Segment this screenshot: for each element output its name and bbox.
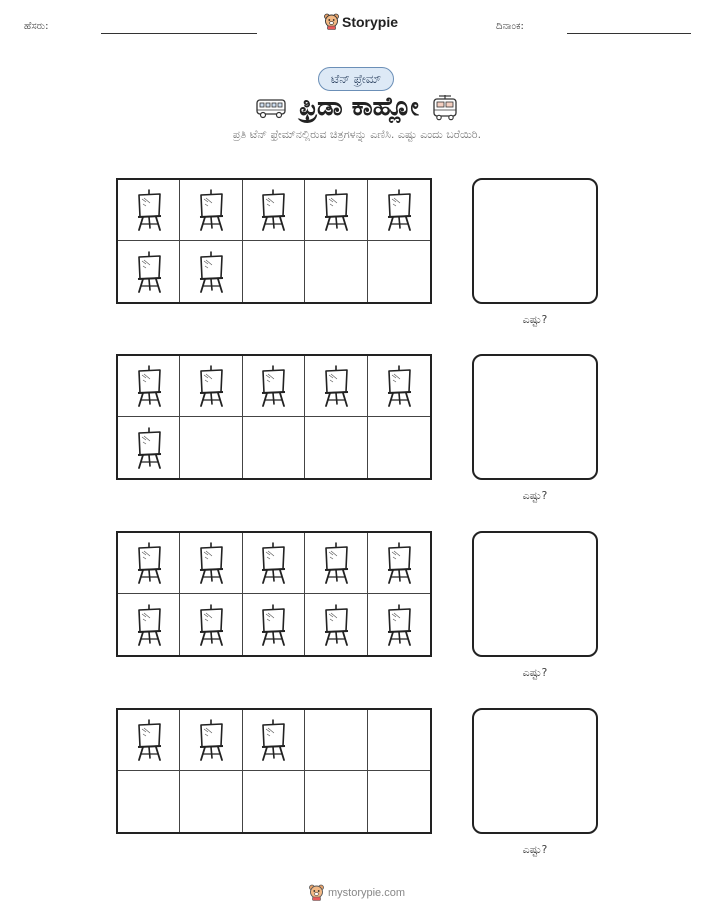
ten-frame-cell — [305, 180, 367, 241]
ten-frame-cell — [243, 180, 305, 241]
easel-icon — [384, 604, 414, 646]
answer-label-3: ಎಷ್ಟು? — [522, 666, 548, 679]
answer-box-4[interactable] — [472, 708, 598, 834]
ten-frame-cell — [243, 710, 305, 771]
bus-icon — [255, 97, 287, 119]
easel-icon — [196, 365, 226, 407]
tram-icon — [431, 95, 459, 121]
easel-icon — [196, 719, 226, 761]
ten-frame-cell — [118, 533, 180, 594]
ten-frame-cell — [305, 533, 367, 594]
footer — [0, 884, 714, 901]
name-line[interactable] — [101, 33, 257, 34]
easel-icon — [321, 365, 351, 407]
ten-frame-cell — [180, 241, 242, 302]
bear-logo-icon — [324, 13, 339, 30]
ten-frame-cell — [118, 417, 180, 478]
ten-frame-cell — [180, 533, 242, 594]
easel-icon — [321, 604, 351, 646]
ten-frame-cell — [180, 710, 242, 771]
ten-frame-cell — [243, 771, 305, 832]
date-line[interactable] — [567, 33, 691, 34]
ten-frame-cell — [243, 417, 305, 478]
ten-frame-cell — [118, 241, 180, 302]
easel-icon — [258, 542, 288, 584]
ten-frame-3 — [116, 531, 432, 657]
ten-frame-cell — [118, 594, 180, 655]
easel-icon — [258, 604, 288, 646]
ten-frame-cell — [305, 417, 367, 478]
easel-icon — [134, 427, 164, 469]
easel-icon — [134, 189, 164, 231]
easel-icon — [134, 604, 164, 646]
ten-frame-cell — [118, 771, 180, 832]
ten-frame-cell — [368, 594, 430, 655]
ten-frame-4 — [116, 708, 432, 834]
ten-frame-cell — [180, 771, 242, 832]
ten-frame-cell — [180, 417, 242, 478]
ten-frame-cell — [305, 356, 367, 417]
easel-icon — [321, 542, 351, 584]
name-label: ಹೆಸರು: — [24, 21, 49, 32]
ten-frame-cell — [305, 241, 367, 302]
instructions: ಪ್ರತಿ ಟೆನ್ ಫ್ರೇಮ್‌ನಲ್ಲಿರುವ ಚಿತ್ರಗಳನ್ನು ಎಣಿಸಿ. ಎಷ್ಟು ಎಂದು ಬರೆಯಿರಿ. — [232, 128, 482, 141]
brand-name: Storypie — [342, 13, 399, 30]
ten-frame-cell — [305, 771, 367, 832]
page-title: ಫ್ರಿಡಾ ಕಾಹ್ಲೋ — [299, 92, 419, 122]
easel-icon — [196, 604, 226, 646]
ten-frame-cell — [368, 241, 430, 302]
ten-frame-cell — [118, 180, 180, 241]
easel-icon — [196, 251, 226, 293]
ten-frame-cell — [118, 710, 180, 771]
easel-icon — [134, 365, 164, 407]
title-row — [0, 92, 714, 123]
ten-frame-cell — [180, 356, 242, 417]
ten-frame-cell — [368, 771, 430, 832]
answer-label-2: ಎಷ್ಟು? — [522, 489, 548, 502]
easel-icon — [134, 251, 164, 293]
answer-box-3[interactable] — [472, 531, 598, 657]
ten-frame-cell — [243, 594, 305, 655]
ten-frame-2 — [116, 354, 432, 480]
footer-bear-logo-icon — [309, 884, 324, 901]
ten-frame-cell — [243, 356, 305, 417]
ten-frame-cell — [368, 356, 430, 417]
ten-frame-cell — [368, 417, 430, 478]
easel-icon — [384, 365, 414, 407]
ten-frame-cell — [243, 533, 305, 594]
answer-label-1: ಎಷ್ಟು? — [522, 313, 548, 326]
easel-icon — [258, 365, 288, 407]
answer-label-4: ಎಷ್ಟು? — [522, 843, 548, 856]
ten-frame-badge: ಟೆನ್ ಫ್ರೇಮ್ — [318, 67, 394, 91]
ten-frame-cell — [368, 533, 430, 594]
easel-icon — [384, 542, 414, 584]
easel-icon — [384, 189, 414, 231]
ten-frame-cell — [305, 594, 367, 655]
date-label: ದಿನಾಂಕ: — [496, 21, 524, 32]
easel-icon — [321, 189, 351, 231]
easel-icon — [258, 189, 288, 231]
answer-box-2[interactable] — [472, 354, 598, 480]
easel-icon — [258, 719, 288, 761]
ten-frame-cell — [118, 356, 180, 417]
answer-box-1[interactable] — [472, 178, 598, 304]
ten-frame-cell — [305, 710, 367, 771]
ten-frame-cell — [368, 710, 430, 771]
ten-frame-cell — [243, 241, 305, 302]
footer-url[interactable]: mystorypie.com — [327, 886, 406, 899]
brand-logo — [324, 13, 398, 30]
ten-frame-cell — [368, 180, 430, 241]
easel-icon — [196, 542, 226, 584]
easel-icon — [134, 542, 164, 584]
ten-frame-cell — [180, 594, 242, 655]
ten-frame-1 — [116, 178, 432, 304]
ten-frame-cell — [180, 180, 242, 241]
easel-icon — [196, 189, 226, 231]
easel-icon — [134, 719, 164, 761]
